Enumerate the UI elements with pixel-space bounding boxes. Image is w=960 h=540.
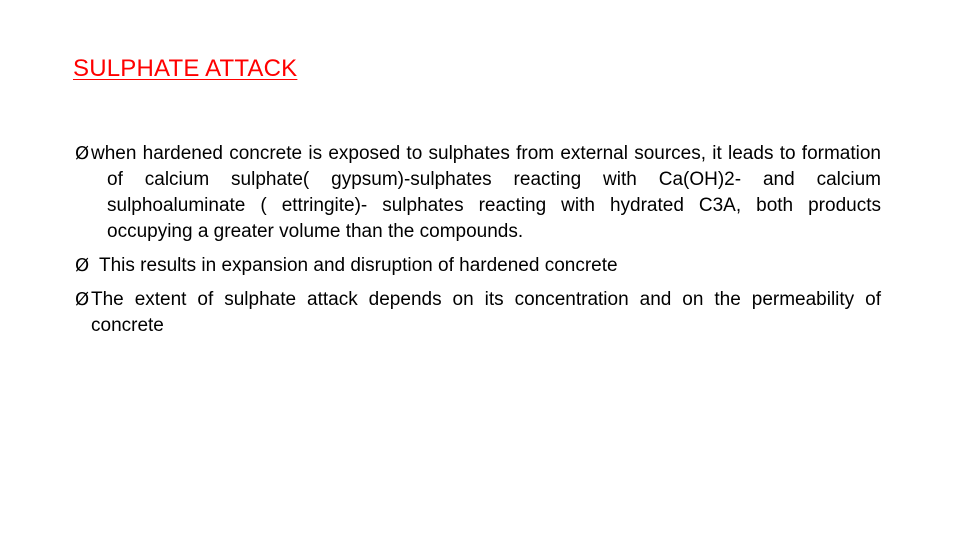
arrow-bullet-icon: Ø bbox=[75, 289, 90, 310]
bullet-text: This results in expansion and disruption of hardened concrete bbox=[99, 255, 618, 276]
list-item bbox=[75, 287, 881, 339]
bullet-list bbox=[75, 141, 881, 339]
slide-title: SULPHATE ATTACK bbox=[73, 55, 298, 82]
arrow-bullet-icon: Ø bbox=[75, 143, 90, 164]
list-item bbox=[75, 141, 881, 245]
arrow-bullet-icon: Ø bbox=[75, 255, 90, 276]
bullet-text: The extent of sulphate attack depends on its concentration and on the permeability of concrete bbox=[91, 289, 881, 336]
list-item bbox=[75, 253, 881, 279]
bullet-text: when hardened concrete is exposed to sulphates from external sources, it leads to formation of calcium sulphate( gypsum)-sulphates reacting with Ca(OH)2- and calcium sulphoaluminate ( ettringite)- sulphates reacting with hydrated C3A, both products occupying a greater volume than the compounds. bbox=[91, 143, 881, 242]
